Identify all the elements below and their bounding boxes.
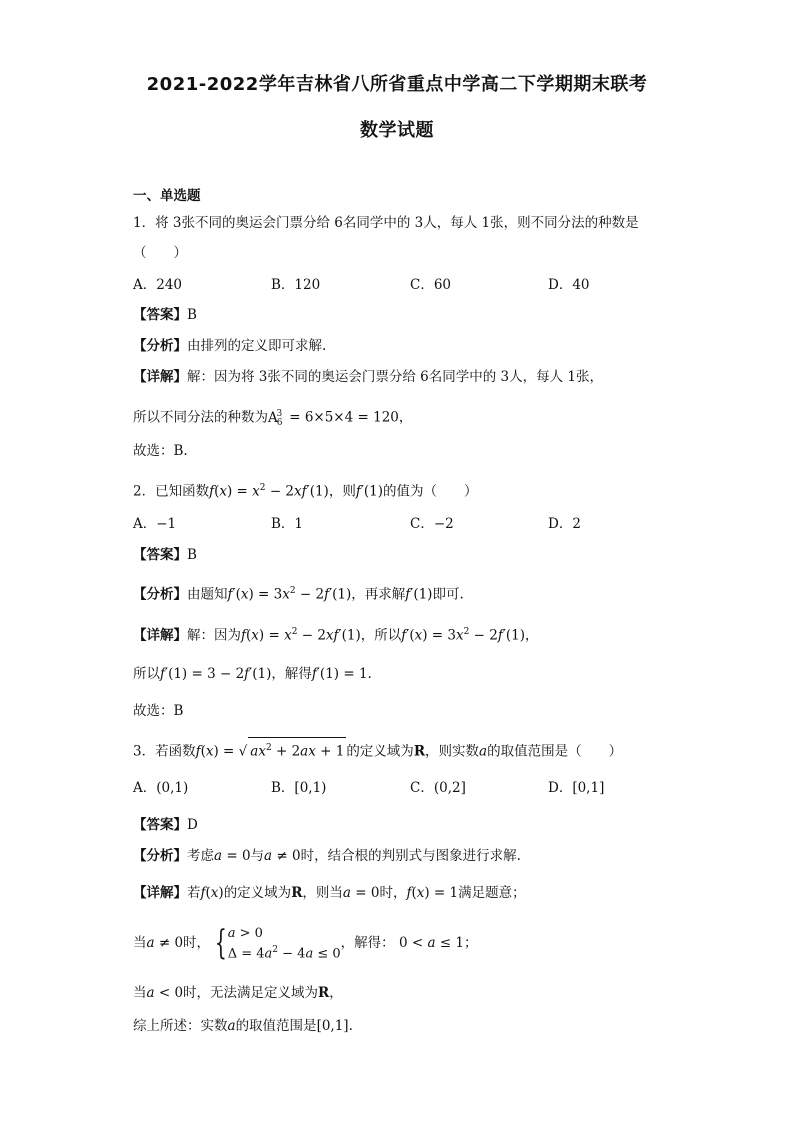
document-subtitle: 数学试题: [360, 120, 434, 141]
q3-detail-2: 当a ≠ 0时， { a > 0 $\Delta = 4a^2 - 4a \le 0$ ，解得： 0 < a ≤ 1；: [133, 923, 478, 964]
q3-option-a: A．(0,1): [133, 780, 189, 796]
q2-analysis: 【分析】由题知$f'(x) = 3x^2 - 2f'(1)$，再求解f′(1)即可.: [133, 586, 464, 603]
q1-stem-bracket: （ ）: [133, 245, 187, 261]
section-heading: 一、单选题: [133, 188, 201, 204]
inequality-system: { a > 0 $\Delta = 4a^2 - 4a \le 0$: [214, 923, 341, 964]
q2-option-c: C．−2: [410, 516, 454, 532]
q1-detail-2: 所以不同分法的种数为$A_6^3 = 6\times 5\times 4 = 120$，: [133, 409, 413, 429]
q3-option-b: B．[0,1): [271, 780, 327, 796]
q1-stem: 1．将 3张不同的奥运会门票分给 6名同学中的 3人，每人 1张，则不同分法的种数是: [133, 215, 639, 231]
q1-answer: 【答案】B: [133, 307, 197, 323]
q1-option-c: C．60: [410, 277, 452, 293]
q2-conclusion: 故选：B: [133, 703, 184, 719]
q3-option-c: C．(0,2]: [410, 780, 466, 796]
q2-answer: 【答案】B: [133, 547, 197, 563]
q2-stem: 2．已知函数$f(x) = x^2 - 2xf'(1)$，则f′(1)的值为（ ）: [133, 483, 478, 500]
q3-stem: 3．若函数f(x) = √ $ax^2 + 2ax + 1$ 的定义域为R，则实数a的取值范围是（ ）: [133, 737, 622, 762]
q1-detail-1: 【详解】解：因为将 3张不同的奥运会门票分给 6名同学中的 3人，每人 1张，: [133, 369, 604, 385]
q3-detail-1: 【详解】若f(x)的定义域为R，则当a = 0时，f(x) = 1满足题意；: [133, 885, 526, 901]
q3-analysis: 【分析】考虑a = 0与a ≠ 0时，结合根的判别式与图象进行求解.: [133, 848, 521, 864]
q2-option-a: A．−1: [133, 516, 177, 532]
q1-option-a: A．240: [133, 277, 183, 293]
q2-detail-2: 所以f′(1) = 3 − 2f′(1)，解得f′(1) = 1.: [133, 666, 372, 682]
q1-analysis: 【分析】由排列的定义即可求解.: [133, 338, 327, 354]
q1-conclusion: 故选：B.: [133, 443, 188, 459]
q3-option-d: D．[0,1]: [548, 780, 605, 796]
q3-detail-3: 当a < 0时，无法满足定义域为R，: [133, 985, 343, 1001]
q3-answer: 【答案】D: [133, 817, 198, 833]
q2-detail-1: 【详解】解：因为$f(x) = x^2 - 2xf'(1)$，所以$f'(x) = 3x^2 - 2f'(1)$，: [133, 627, 539, 644]
document-title: 2021-2022学年吉林省八所省重点中学高二下学期期末联考: [146, 74, 648, 95]
q2-option-d: D．2: [548, 516, 581, 532]
q3-detail-4: 综上所述：实数a的取值范围是[0,1].: [133, 1018, 353, 1034]
q1-option-b: B．120: [271, 277, 321, 293]
q1-option-d: D．40: [548, 277, 590, 293]
q2-option-b: B．1: [271, 516, 304, 532]
